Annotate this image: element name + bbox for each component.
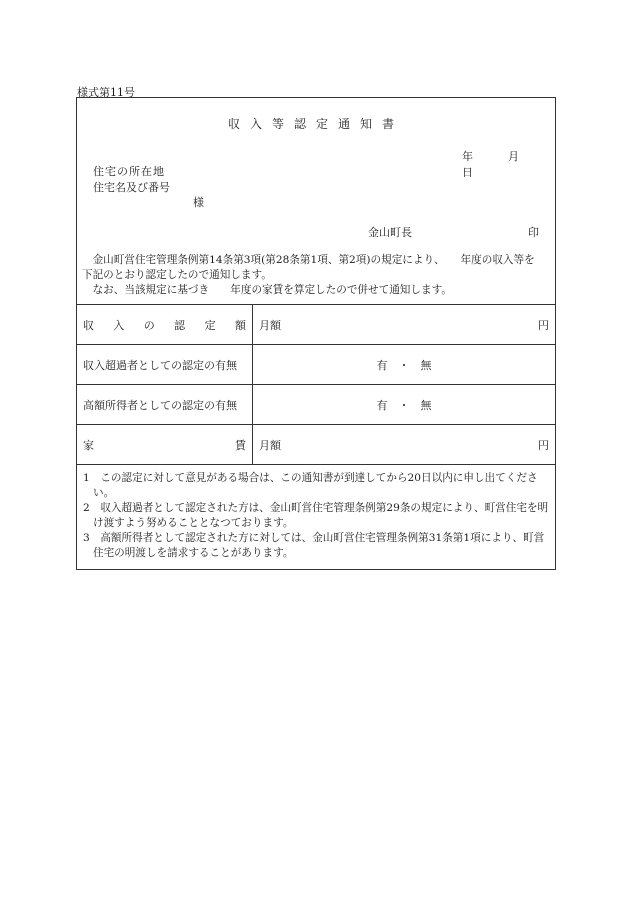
label-char: 収 [83,319,94,332]
row-value: 有 ・ 無 [376,359,432,372]
notice-frame [76,97,556,570]
label-char: 入 [113,319,125,332]
label-char: 額 [234,319,246,332]
seal-mark: 印 [528,226,539,239]
notice-body [82,253,552,298]
note-item: 1 この認定に対して意見がある場合は、この通知書が到達してから20日以内に申し出てください。 [83,472,538,499]
row-value [253,425,555,465]
notes-section [77,464,555,561]
row-income-amount [77,304,555,345]
date-line [462,148,555,180]
yen-unit: 円 [538,319,549,332]
notice-header [77,98,555,304]
row-label [77,305,252,345]
date-day: 日 [462,166,473,179]
row-value: 有 ・ 無 [376,399,432,412]
monthly-label: 月額 [259,439,281,452]
body-line: なお、当該規定に基づき 年度の家賃を算定したので併せて通知します。 [82,284,452,296]
row-income-excess [77,344,555,385]
body-line: 下記のとおり認定したので通知します。 [82,269,272,281]
row-value [253,305,555,345]
housing-label: 住宅名及び番号 [93,181,170,194]
document-title: 収入等認定通知書 [227,117,404,131]
date-month: 月 [508,150,519,163]
label-char: 賃 [235,439,246,452]
address-label: 住宅の所在地 [93,165,165,178]
monthly-label: 月額 [259,319,281,332]
label-char: 認 [174,319,186,332]
issuer: 金山町長 [368,226,412,239]
date-year: 年 [462,150,473,163]
row-high-income [77,384,555,425]
note-item: 2 収入超過者として認定された方は、金山町営住宅管理条例第29条の規定により、町営住宅を明け渡すよう努めることとなつております。 [83,502,549,529]
honorific: 様 [193,196,204,209]
row-label: 高額所得者としての認定の有無 [83,399,237,412]
label-char: の [143,319,155,332]
form-number: 様式第11号 [77,86,135,99]
yen-unit: 円 [538,439,549,452]
row-label: 収入超過者としての認定の有無 [83,359,237,372]
body-line: 金山町営住宅管理条例第14条第3項(第28条第1項、第2項)の規定により、 年度の収入等を [82,254,535,266]
row-label [77,425,252,465]
label-char: 定 [204,319,216,332]
label-char: 家 [83,439,94,452]
note-item: 3 高額所得者として認定された方に対しては、金山町営住宅管理条例第31条第1項により、町営住宅の明渡しを請求することがあります。 [83,532,545,559]
row-rent [77,424,555,465]
